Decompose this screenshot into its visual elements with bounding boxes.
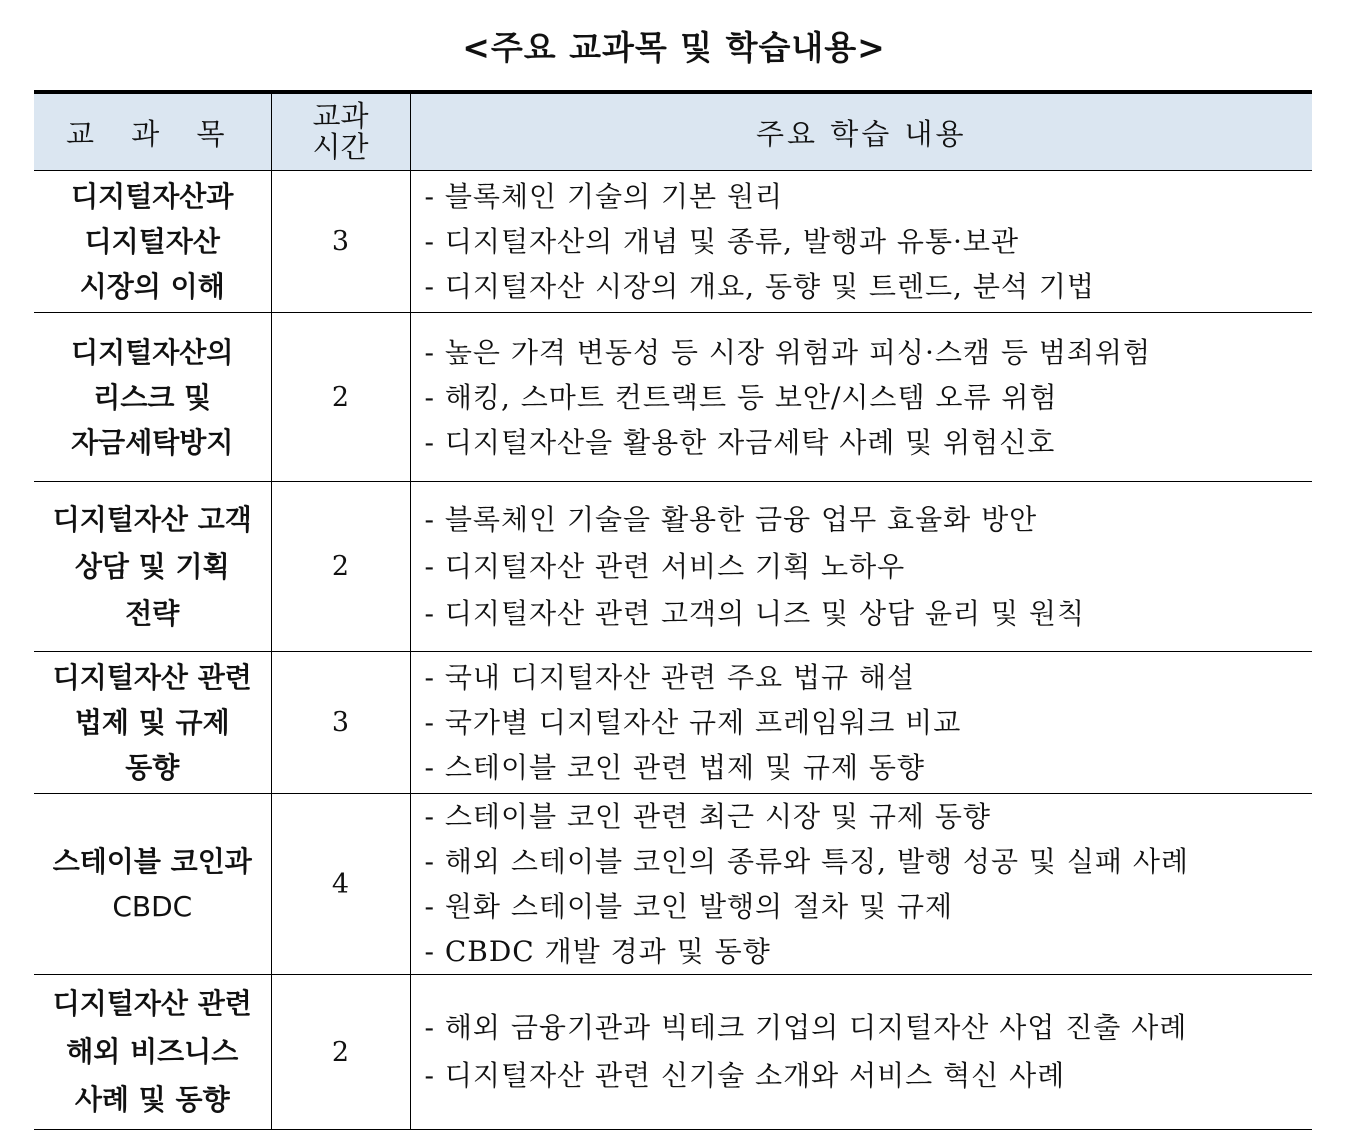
subject-line: 디지털자산 관련 — [52, 987, 252, 1020]
content-item: - 해킹, 스마트 컨트랙트 등 보안/시스템 오류 위험 — [424, 380, 1058, 414]
subject-line: 디지털자산 고객 — [52, 503, 252, 536]
table-row — [34, 975, 1312, 1130]
content-item: - 높은 가격 변동성 등 시장 위험과 피싱·스캠 등 범죄위험 — [424, 335, 1152, 369]
content-item: - 디지털자산 시장의 개요, 동향 및 트렌드, 분석 기법 — [424, 270, 1095, 303]
content-item: - 디지털자산 관련 신기술 소개와 서비스 혁신 사례 — [424, 1059, 1066, 1092]
content-item: - 스테이블 코인 관련 최근 시장 및 규제 동향 — [424, 800, 991, 833]
content-item: - 디지털자산의 개념 및 종류, 발행과 유통·보관 — [424, 225, 1020, 258]
hours-cell: 2 — [271, 313, 410, 482]
hours-cell: 4 — [271, 794, 410, 975]
content-item: - 국가별 디지털자산 규제 프레임워크 비교 — [424, 706, 962, 739]
content-item: - 디지털자산 관련 고객의 니즈 및 상담 윤리 및 원칙 — [424, 597, 1086, 630]
subject-cell — [34, 313, 271, 482]
content-cell — [410, 652, 1312, 794]
subject-cell — [34, 794, 271, 975]
subject-line: 동향 — [125, 751, 180, 784]
subject-cell — [34, 652, 271, 794]
content-item: - CBDC 개발 경과 및 동향 — [424, 935, 771, 968]
header-hours-line2: 시간 — [312, 130, 369, 164]
subject-cell — [34, 482, 271, 652]
header-hours-line1: 교과 — [312, 99, 369, 133]
table-row — [34, 482, 1312, 652]
content-cell — [410, 313, 1312, 482]
header-subject: 교 과 목 — [34, 92, 271, 171]
content-cell — [410, 171, 1312, 313]
content-item: - 국내 디지털자산 관련 주요 법규 해설 — [424, 661, 916, 694]
content-cell — [410, 482, 1312, 652]
content-item: - 블록체인 기술을 활용한 금융 업무 효율화 방안 — [424, 503, 1038, 536]
content-item: - 원화 스테이블 코인 발행의 절차 및 규제 — [424, 890, 954, 923]
content-item: - 해외 금융기관과 빅테크 기업의 디지털자산 사업 진출 사례 — [424, 1011, 1188, 1044]
content-cell — [410, 975, 1312, 1130]
content-item: - 블록체인 기술의 기본 원리 — [424, 180, 784, 213]
content-item: - 해외 스테이블 코인의 종류와 특징, 발행 성공 및 실패 사례 — [424, 845, 1189, 878]
subject-line: 시장의 이해 — [79, 270, 225, 303]
table-header-row — [34, 92, 1312, 171]
subject-line: 전략 — [125, 597, 180, 630]
subject-line: 디지털자산과 — [71, 180, 234, 213]
content-cell — [410, 794, 1312, 975]
page-title: <주요 교과목 및 학습내용> — [462, 28, 886, 67]
subject-line: 해외 비즈니스 — [66, 1035, 239, 1068]
subject-line: 스테이블 코인과 — [52, 845, 252, 878]
subject-line: 자금세탁방지 — [71, 425, 234, 459]
header-hours — [271, 92, 410, 171]
table-row — [34, 171, 1312, 313]
header-content: 주요 학습 내용 — [410, 92, 1312, 171]
hours-cell: 3 — [271, 171, 410, 313]
content-item: - 디지털자산을 활용한 자금세탁 사례 및 위험신호 — [424, 425, 1056, 459]
hours-cell: 2 — [271, 482, 410, 652]
hours-cell: 2 — [271, 975, 410, 1130]
subject-line: 상담 및 기획 — [74, 550, 230, 583]
table-row — [34, 313, 1312, 482]
subject-line: 디지털자산 관련 — [52, 661, 252, 694]
subject-line: 법제 및 규제 — [74, 706, 230, 739]
subject-line: 디지털자산의 — [71, 335, 234, 369]
content-item: - 디지털자산 관련 서비스 기획 노하우 — [424, 550, 906, 583]
table-row — [34, 794, 1312, 975]
subject-line: 사례 및 동향 — [74, 1083, 230, 1116]
subject-cell — [34, 171, 271, 313]
curriculum-table — [34, 90, 1312, 1130]
subject-line: CBDC — [112, 890, 193, 923]
subject-cell — [34, 975, 271, 1130]
subject-line: 리스크 및 — [93, 380, 212, 414]
hours-cell: 3 — [271, 652, 410, 794]
content-item: - 스테이블 코인 관련 법제 및 규제 동향 — [424, 751, 925, 784]
subject-line: 디지털자산 — [84, 225, 220, 258]
table-row — [34, 652, 1312, 794]
